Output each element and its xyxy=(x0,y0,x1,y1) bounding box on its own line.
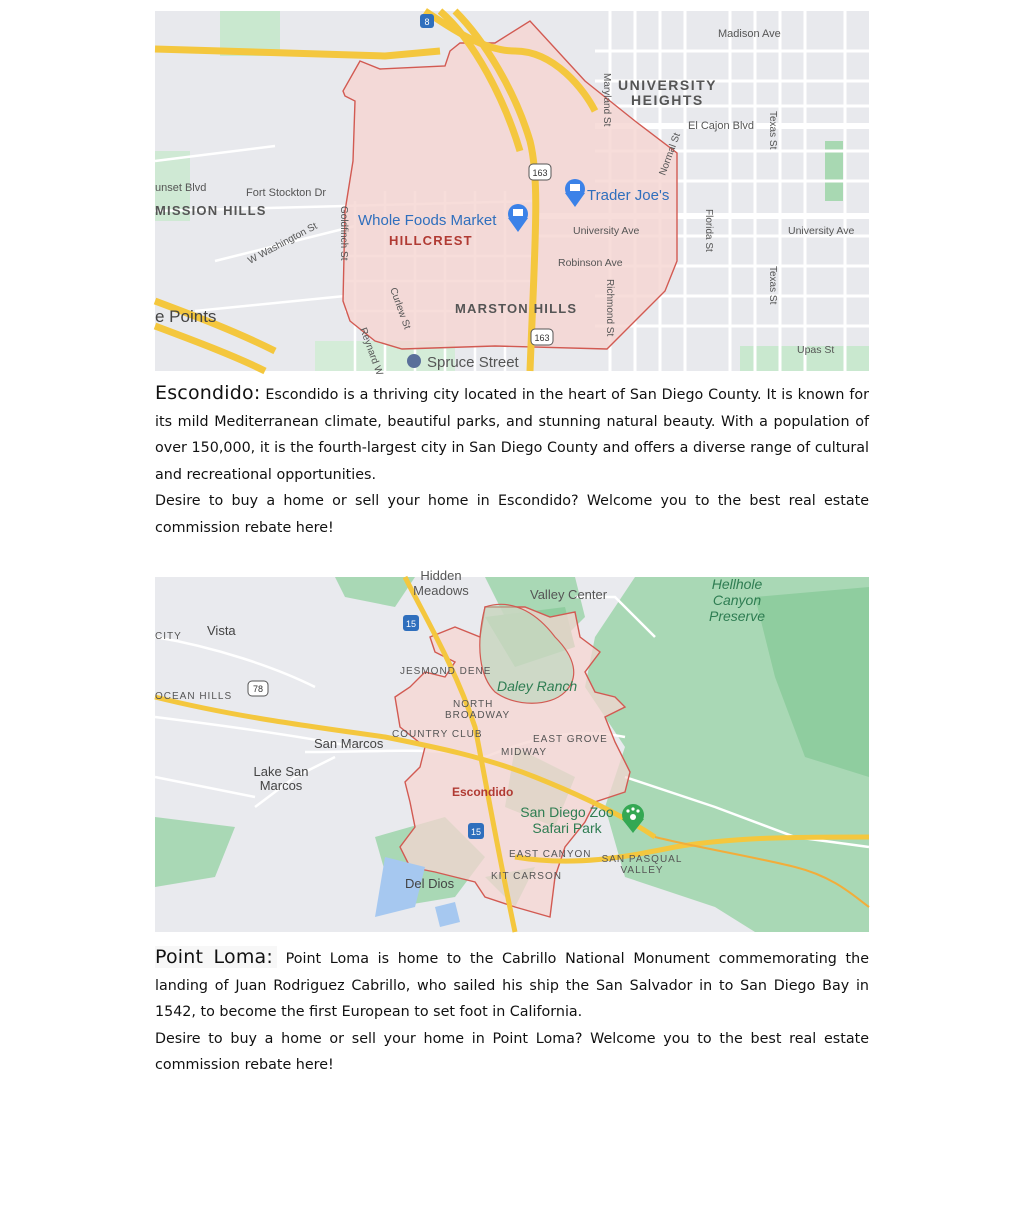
shield-163b-label: 163 xyxy=(534,333,550,343)
shield-15b-label: 15 xyxy=(470,827,482,837)
w-washington-label: W Washington St xyxy=(246,220,320,267)
trader-joes-label: Trader Joe's xyxy=(587,187,670,204)
maryland-st-label: Maryland St xyxy=(601,73,612,127)
hidden-meadows-label-1: Hidden xyxy=(420,568,462,583)
goldfinch-label: Goldfinch St xyxy=(338,206,349,261)
lake-san-marcos-label-2: Marcos xyxy=(259,778,303,793)
safari-park-label-2: Safari Park xyxy=(532,820,602,836)
hellhole-label-2: Canyon xyxy=(712,592,762,608)
jesmond-dene-label: JESMOND DENE xyxy=(400,666,492,677)
shield-15a-label: 15 xyxy=(405,619,417,629)
shield-163a-label: 163 xyxy=(532,168,548,178)
escondido-map-canvas xyxy=(155,568,869,932)
lake-san-marcos-label-1: Lake San xyxy=(253,764,309,779)
robinson-ave-label: Robinson Ave xyxy=(558,257,623,269)
hillcrest-map-canvas xyxy=(155,11,869,378)
escondido-paragraph xyxy=(155,380,869,488)
midway-label: MIDWAY xyxy=(501,747,547,758)
del-dios-label: Del Dios xyxy=(405,876,455,891)
escondido-map-label: Escondido xyxy=(452,785,514,799)
kit-carson-label: KIT CARSON xyxy=(491,871,562,882)
richmond-label: Richmond St xyxy=(604,279,615,337)
country-club-label: COUNTRY CLUB xyxy=(392,729,483,740)
shield-8-label: 8 xyxy=(424,17,430,27)
north-broadway-label-1: NORTH xyxy=(453,699,494,710)
san-pasqual-label-2: VALLEY xyxy=(620,865,664,876)
hidden-meadows-label-2: Meadows xyxy=(413,583,469,598)
escondido-map xyxy=(155,568,869,932)
texas-st-bottom-label: Texas St xyxy=(767,266,778,305)
escondido-cta: Desire to buy a home or sell your home in Escondido? Welcome you to the best real estate commission rebate here! xyxy=(155,493,869,536)
city-label: CITY xyxy=(155,631,182,642)
point-loma-cta: Desire to buy a home or sell your home in Point Loma? Welcome you to the best real estate commission rebate here! xyxy=(155,1030,869,1074)
madison-ave-label: Madison Ave xyxy=(718,28,781,40)
hellhole-label-1: Hellhole xyxy=(711,576,763,592)
hillcrest-label: HILLCREST xyxy=(389,233,473,248)
curlew-label: Curlew St xyxy=(387,286,413,331)
hellhole-label-3: Preserve xyxy=(708,608,766,624)
el-cajon-blvd-label: El Cajon Blvd xyxy=(688,120,755,132)
escondido-body: Escondido is a thriving city located in the heart of San Diego County. It is known for its mild Mediterranean climate, beautiful parks, and stunning natural beauty. With a population of over 150,000, it is the fourth-largest city in San Diego County and offers a diverse range of cultural and recreational opportunities. xyxy=(155,387,869,483)
texas-st-top-label: Texas St xyxy=(767,111,778,150)
hillcrest-map xyxy=(155,11,869,378)
san-marcos-label: San Marcos xyxy=(314,736,384,751)
marston-hills-label: MARSTON HILLS xyxy=(455,301,578,316)
point-loma-section xyxy=(155,944,869,1079)
daley-ranch-label: Daley Ranch xyxy=(497,678,578,694)
upas-st-label: Upas St xyxy=(797,344,835,356)
point-loma-body: Point Loma is home to the Cabrillo National Monument commemorating the landing of Juan Rodriguez Cabrillo, who sailed his ship the San Salvador in to San Diego Bay in 1542, to become the first European to set foot in California. xyxy=(155,951,869,1021)
whole-foods-label: Whole Foods Market xyxy=(358,212,497,229)
mission-hills-label: MISSION HILLS xyxy=(155,203,267,218)
florida-st-label: Florida St xyxy=(703,209,714,252)
spruce-street-pin-icon xyxy=(407,354,421,368)
university-heights-label-1: UNIVERSITY xyxy=(618,77,718,93)
normal-st-label: Normal St xyxy=(657,131,684,178)
university-ave-label-1: University Ave xyxy=(573,225,640,237)
points-label: e Points xyxy=(155,307,217,326)
reynard-label: Reynard W xyxy=(357,326,385,378)
spruce-street-label: Spruce Street xyxy=(427,354,519,371)
san-pasqual-label-1: SAN PASQUAL xyxy=(601,854,683,865)
shield-78-label: 78 xyxy=(252,684,264,694)
fort-stockton-label: Fort Stockton Dr xyxy=(246,187,327,199)
north-broadway-label-2: BROADWAY xyxy=(445,710,511,721)
university-ave-label-2: University Ave xyxy=(788,225,855,237)
vista-label: Vista xyxy=(207,623,236,638)
east-canyon-label: EAST CANYON xyxy=(509,849,592,860)
valley-center-label: Valley Center xyxy=(530,587,608,602)
sunset-blvd-label: unset Blvd xyxy=(155,182,207,194)
east-grove-label: EAST GROVE xyxy=(533,734,608,745)
university-heights-label-2: HEIGHTS xyxy=(631,92,704,108)
escondido-heading: Escondido: xyxy=(155,382,261,404)
point-loma-heading: Point Loma: xyxy=(155,946,277,968)
escondido-section xyxy=(155,380,869,542)
safari-park-label-1: San Diego Zoo xyxy=(520,804,614,820)
point-loma-paragraph xyxy=(155,944,869,1026)
ocean-hills-label: OCEAN HILLS xyxy=(155,691,233,702)
